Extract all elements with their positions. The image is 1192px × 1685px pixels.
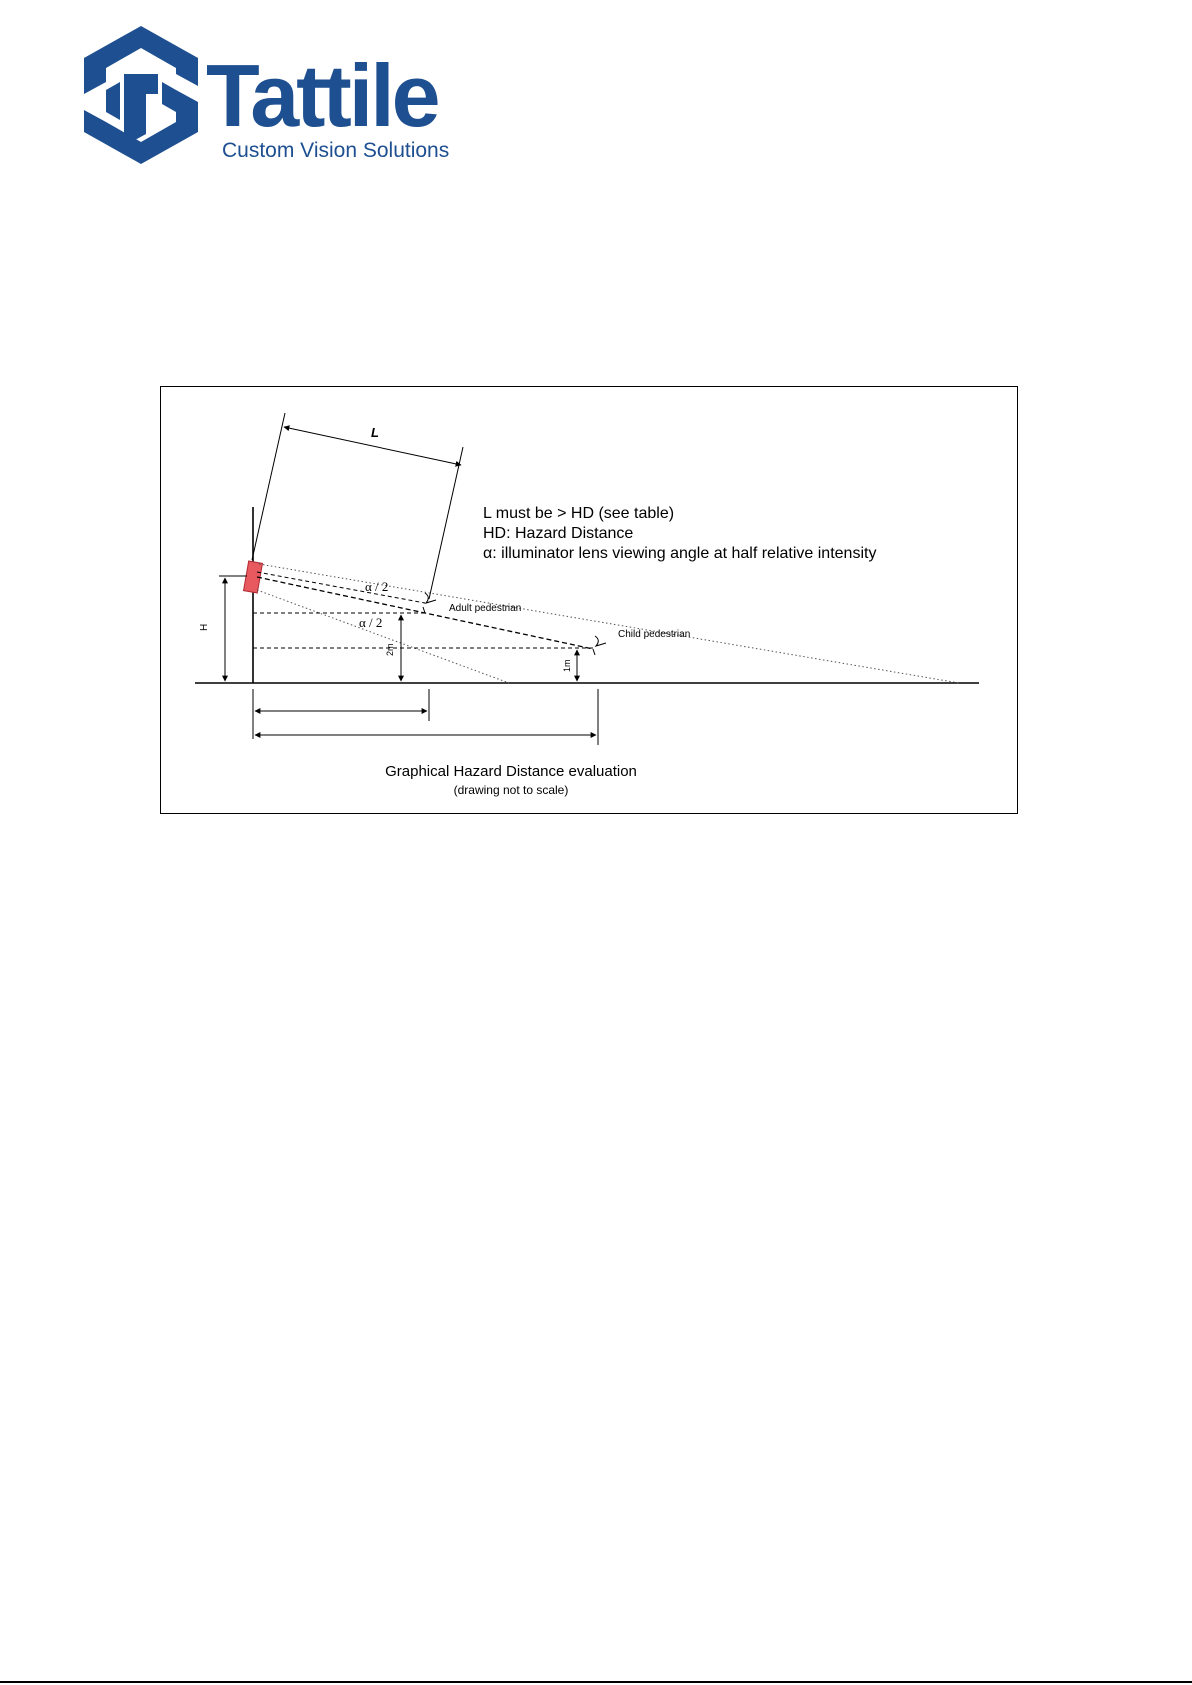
hazard-distance-diagram [161,387,1019,815]
adult-pedestrian-label: Adult pedestrian [449,603,522,614]
child-eye-icon [593,636,606,655]
brand-tagline: Custom Vision Solutions [222,139,450,162]
hazard-distance-figure [160,386,1018,814]
figure-note-2: HD: Hazard Distance [483,525,634,542]
adult-height-label: 2m [385,643,395,656]
figure-subcaption: (drawing not to scale) [453,783,569,797]
h-dimension-label: H [199,623,210,631]
brand-name: Tattile [206,46,438,145]
half-angle-label-lower: α / 2 [359,615,383,630]
child-height-label: 1m [562,659,572,672]
half-angle-label-upper: α / 2 [365,579,389,594]
l-dimension-label: L [371,425,379,440]
figure-caption: Graphical Hazard Distance evaluation [385,763,637,780]
tattile-logo [76,24,476,164]
tattile-logo-mark-icon [76,24,206,164]
child-pedestrian-label: Child pedestrian [618,629,691,640]
page-bottom-rule [0,1681,1192,1683]
figure-note-3: α: illuminator lens viewing angle at half relative intensity [483,545,877,562]
figure-note-1: L must be > HD (see table) [483,505,675,522]
